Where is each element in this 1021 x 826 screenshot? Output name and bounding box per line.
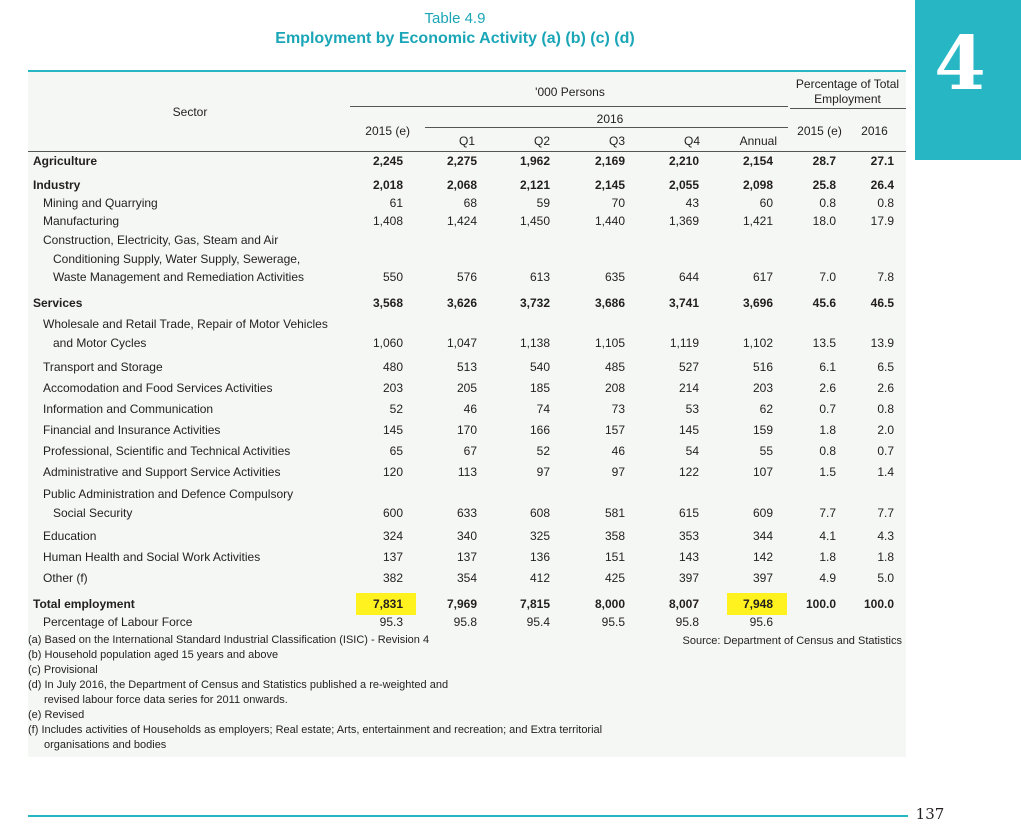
sector-label: Services	[33, 296, 83, 310]
table-cell: 107	[752, 465, 773, 479]
table-cell: 7,815	[519, 597, 550, 611]
sector-label: Mining and Quarrying	[43, 196, 158, 210]
table-cell: 95.5	[601, 615, 625, 629]
sector-label: Education	[43, 529, 97, 543]
table-cell: 382	[382, 571, 403, 585]
table-cell: 159	[752, 423, 773, 437]
table-cell: 1,369	[668, 214, 699, 228]
header-q3: Q3	[608, 134, 625, 148]
table-cell: 1,138	[519, 335, 550, 350]
table-cell: 55	[759, 444, 773, 458]
table-cell: 1,105	[594, 335, 625, 350]
table-cell: 205	[456, 381, 477, 395]
source-note: Source: Department of Census and Statistics	[682, 635, 902, 647]
table-cell: 397	[678, 571, 699, 585]
table-cell: 7.8	[877, 270, 894, 284]
table-cell: 609	[752, 505, 773, 520]
table-cell: 100.0	[805, 597, 836, 611]
table-cell: 516	[752, 360, 773, 374]
table-cell: 2,018	[372, 178, 403, 192]
header-year-2016: 2016	[596, 112, 624, 126]
table-cell: 145	[678, 423, 699, 437]
table-cell: 1.8	[819, 423, 836, 437]
table-cell: 95.3	[379, 615, 403, 629]
table-cell: 1,962	[519, 154, 550, 168]
footnote-f-cont: organisations and bodies	[44, 739, 167, 751]
table-cell: 95.4	[526, 615, 550, 629]
table-cell: 353	[678, 529, 699, 543]
table-cell: 54	[685, 444, 699, 458]
table-cell: 2,055	[668, 178, 699, 192]
table-cell: 2,210	[668, 154, 699, 168]
table-cell: 1,424	[446, 214, 477, 228]
table-cell: 1,119	[669, 335, 699, 350]
table-cell: 120	[382, 465, 403, 479]
table-cell: 325	[529, 529, 550, 543]
table-cell: 203	[382, 381, 403, 395]
table-cell: 617	[752, 270, 773, 284]
table-cell: 0.7	[877, 444, 894, 458]
table-cell: 46	[611, 444, 625, 458]
sector-label: Accomodation and Food Services Activities	[43, 381, 273, 395]
table-cell: 2,068	[446, 178, 477, 192]
header-q4: Q4	[683, 134, 700, 148]
table-cell: 28.7	[812, 154, 836, 168]
table-cell: 214	[678, 381, 699, 395]
header-pct-2016: 2016	[861, 124, 888, 138]
table-cell: 17.9	[870, 214, 894, 228]
footnote-a: (a) Based on the International Standard Industrial Classification (ISIC) - Revision 4	[28, 634, 430, 646]
table-cell: 97	[611, 465, 625, 479]
table-cell: 6.5	[877, 360, 894, 374]
sector-label: Information and Communication	[43, 402, 214, 416]
table-cell: 0.8	[877, 402, 894, 416]
table-cell: 53	[685, 402, 699, 416]
sector-label: and Motor Cycles	[53, 335, 147, 350]
table-cell: 18.0	[812, 214, 836, 228]
table-cell: 73	[611, 402, 625, 416]
table-cell: 68	[463, 196, 477, 210]
table-cell: 576	[456, 270, 477, 284]
sector-label: Financial and Insurance Activities	[43, 423, 221, 437]
table-cell: 46	[463, 402, 477, 416]
footnote-f: (f) Includes activities of Households as employers; Real estate; Arts, entertainment and recreation; and Extra territorial	[28, 724, 603, 736]
table-cell: 62	[759, 402, 773, 416]
table-cell: 185	[529, 381, 550, 395]
table-cell: 613	[529, 270, 550, 284]
table-cell: 3,741	[668, 296, 699, 310]
table-cell: 1.4	[877, 465, 894, 479]
table-title	[180, 10, 730, 50]
sector-label: Social Security	[53, 505, 133, 520]
table-cell: 1,440	[594, 214, 625, 228]
table-cell: 143	[678, 550, 699, 564]
table-cell: 95.8	[675, 615, 699, 629]
table-cell: 633	[456, 505, 477, 520]
table-cell: 137	[382, 550, 403, 564]
sector-label: Construction, Electricity, Gas, Steam and Air	[43, 233, 279, 247]
table-cell: 6.1	[819, 360, 836, 374]
table-cell: 7.7	[819, 505, 836, 520]
table-cell: 480	[382, 360, 403, 374]
table-cell: 2.0	[877, 423, 894, 437]
table-cell: 137	[456, 550, 477, 564]
header-thousand-persons: '000 Persons	[535, 85, 605, 99]
table-cell: 0.8	[877, 196, 894, 210]
table-cell: 170	[456, 423, 477, 437]
table-cell: 354	[456, 571, 477, 585]
sector-label: Transport and Storage	[43, 360, 163, 374]
table-cell: 46.5	[870, 296, 894, 310]
table-cell: 45.6	[812, 296, 836, 310]
table-cell: 0.7	[819, 402, 836, 416]
bottom-rule	[28, 815, 908, 817]
table-cell: 61	[389, 196, 403, 210]
header-pct-line2: Employment	[814, 92, 881, 106]
table-cell: 1.8	[819, 550, 836, 564]
table-cell: 1,047	[446, 335, 477, 350]
table-cell: 97	[536, 465, 550, 479]
table-cell: 600	[382, 505, 403, 520]
sector-label: Conditioning Supply, Water Supply, Sewerage,	[53, 251, 301, 266]
table-cell: 2,145	[594, 178, 625, 192]
header-year-2015: 2015 (e)	[365, 124, 410, 138]
table-cell: 4.1	[819, 529, 836, 543]
table-cell: 485	[604, 360, 625, 374]
footnote-c: (c) Provisional	[28, 664, 98, 676]
table-cell: 1,450	[519, 214, 550, 228]
table-cell: 3,686	[594, 296, 625, 310]
table-cell: 1.8	[877, 550, 894, 564]
table-cell: 0.8	[819, 444, 836, 458]
table-number: Table 4.9	[424, 10, 486, 27]
header-rule-persons	[350, 106, 788, 107]
sector-label: Other (f)	[43, 571, 88, 585]
table-cell: 43	[685, 196, 699, 210]
table-cell: 13.9	[870, 335, 894, 350]
table-cell: 4.3	[877, 529, 894, 543]
table-cell: 425	[604, 571, 625, 585]
table-cell: 581	[604, 505, 625, 520]
table-cell: 60	[759, 196, 773, 210]
table-cell: 100.0	[863, 597, 894, 611]
header-pct-line1: Percentage of Total	[795, 77, 900, 91]
table-cell: 1,421	[742, 214, 773, 228]
footnote-d: (d) In July 2016, the Department of Census and Statistics published a re-weighted and	[28, 679, 449, 691]
table-cell: 2,121	[519, 178, 550, 192]
footnote-e: (e) Revised	[28, 709, 85, 721]
table-name: Employment by Economic Activity (a) (b) (c) (d)	[275, 30, 635, 47]
header-rule-2016	[425, 127, 788, 128]
table-cell: 113	[457, 465, 477, 479]
header-rule-pct	[790, 108, 906, 109]
page-number: 137	[915, 805, 945, 823]
table-cell: 358	[604, 529, 625, 543]
table-cell: 1,102	[742, 335, 773, 350]
table-cell: 8,007	[668, 597, 699, 611]
table-cell: 550	[382, 270, 403, 284]
table-cell: 340	[456, 529, 477, 543]
table-cell: 397	[752, 571, 773, 585]
table-cell: 2,245	[372, 154, 403, 168]
table-cell: 2.6	[819, 381, 836, 395]
table-cell: 70	[611, 196, 625, 210]
table-cell: 7.7	[877, 505, 894, 520]
table-cell: 1,060	[372, 335, 403, 350]
header-bottom-rule	[28, 151, 906, 152]
chapter-number: 4	[934, 21, 986, 107]
table-cell: 157	[604, 423, 625, 437]
table-cell: 145	[382, 423, 403, 437]
sector-label: Administrative and Support Service Activities	[43, 465, 281, 479]
table-cell: 52	[536, 444, 550, 458]
table-cell: 203	[752, 381, 773, 395]
table-cell: 136	[529, 550, 550, 564]
table-cell: 540	[529, 360, 550, 374]
table-cell: 3,696	[742, 296, 773, 310]
table-cell: 1.5	[819, 465, 836, 479]
sector-label: Waste Management and Remediation Activities	[53, 270, 305, 284]
table-cell: 513	[456, 360, 477, 374]
table-cell: 7.0	[819, 270, 836, 284]
table-cell: 608	[529, 505, 550, 520]
footnote-b: (b) Household population aged 15 years and above	[28, 649, 279, 661]
table-cell: 2,154	[742, 154, 773, 168]
table-cell: 208	[604, 381, 625, 395]
chapter-tab	[915, 0, 1021, 160]
table-cell: 7,969	[446, 597, 477, 611]
top-rule	[28, 70, 906, 72]
table-cell: 1,408	[372, 214, 403, 228]
table-cell: 65	[389, 444, 403, 458]
table-cell: 344	[752, 529, 773, 543]
header-pct-2015: 2015 (e)	[797, 124, 842, 138]
table-cell: 166	[529, 423, 550, 437]
sector-label: Agriculture	[33, 154, 98, 168]
sector-label: Public Administration and Defence Compulsory	[43, 487, 294, 501]
sector-label: Wholesale and Retail Trade, Repair of Motor Vehicles	[43, 317, 328, 331]
sector-label: Percentage of Labour Force	[43, 615, 193, 629]
sector-label: Human Health and Social Work Activities	[43, 550, 261, 564]
table-cell: 635	[604, 270, 625, 284]
sector-label: Manufacturing	[43, 214, 120, 228]
table-cell: 151	[604, 550, 625, 564]
table-cell: 13.5	[812, 335, 836, 350]
table-cell: 26.4	[870, 178, 894, 192]
table-cell: 3,626	[446, 296, 477, 310]
table-cell: 0.8	[819, 196, 836, 210]
table-cell: 7,948	[742, 597, 773, 611]
table-cell: 4.9	[819, 571, 836, 585]
footnote-d-cont: revised labour force data series for 2011 onwards.	[44, 694, 288, 706]
table-cell: 3,732	[519, 296, 550, 310]
sector-label: Professional, Scientific and Technical Activities	[43, 444, 291, 458]
header-q2: Q2	[533, 134, 550, 148]
table-cell: 95.8	[453, 615, 477, 629]
table-cell: 142	[752, 550, 773, 564]
table-cell: 3,568	[372, 296, 403, 310]
table-cell: 27.1	[870, 154, 894, 168]
table-cell: 527	[678, 360, 699, 374]
table-cell: 59	[536, 196, 550, 210]
table-cell: 615	[678, 505, 699, 520]
table-cell: 8,000	[594, 597, 625, 611]
table-cell: 74	[536, 402, 550, 416]
header-sector: Sector	[172, 105, 208, 119]
table-cell: 5.0	[877, 571, 894, 585]
table-cell: 67	[463, 444, 477, 458]
table-cell: 412	[529, 571, 550, 585]
table-cell: 2,098	[742, 178, 773, 192]
sector-label: Industry	[33, 178, 81, 192]
header-annual: Annual	[739, 134, 777, 148]
table-cell: 644	[678, 270, 699, 284]
table-cell: 95.6	[749, 615, 773, 629]
header-q1: Q1	[458, 134, 475, 148]
table-cell: 324	[382, 529, 403, 543]
table-cell: 2.6	[877, 381, 894, 395]
table-cell: 122	[678, 465, 699, 479]
footnotes	[28, 633, 648, 753]
sector-label: Total employment	[33, 597, 135, 611]
table-cell: 2,275	[446, 154, 477, 168]
table-cell: 25.8	[812, 178, 836, 192]
table-cell: 2,169	[594, 154, 625, 168]
table-cell: 7,831	[372, 597, 403, 611]
table-cell: 52	[389, 402, 403, 416]
